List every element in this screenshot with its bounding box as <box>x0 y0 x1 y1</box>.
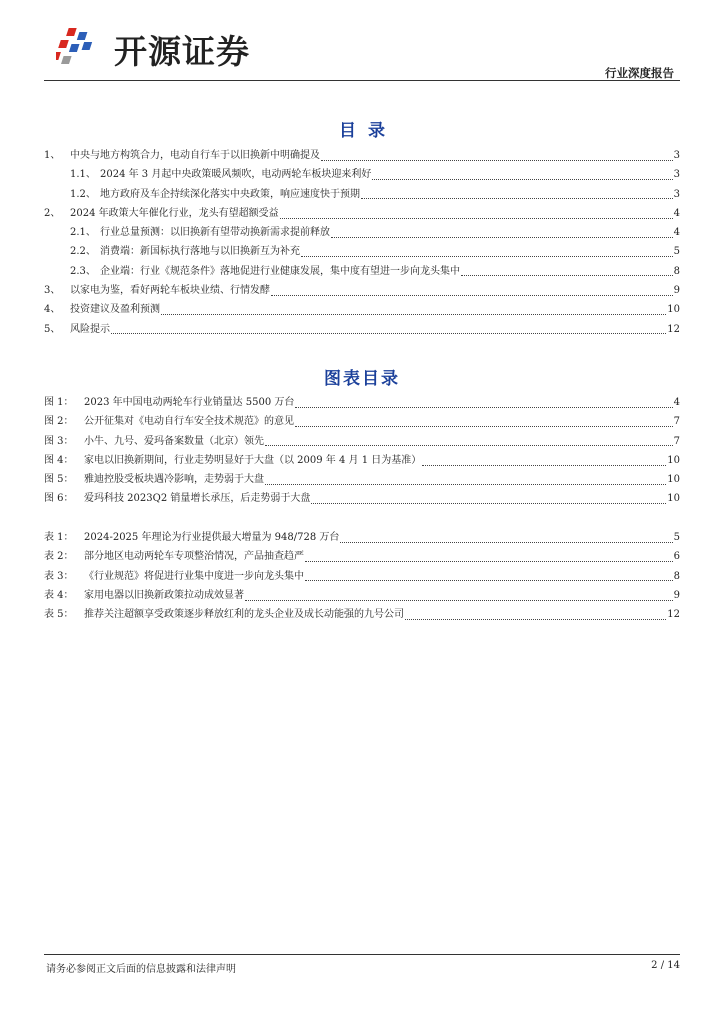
table-entry-page: 8 <box>673 570 680 582</box>
table-list <box>44 528 680 624</box>
kaiyuan-logo-icon <box>56 24 104 70</box>
toc-entry-title: 地方政府及车企持续深化落实中央政策，响应速度快于预期 <box>100 188 360 200</box>
toc-entry[interactable] <box>44 281 680 300</box>
leader-dots <box>321 149 673 161</box>
toc-entry-num: 4、 <box>44 304 61 316</box>
toc-entry-num: 2、 <box>44 207 61 219</box>
toc-entry-title: 行业总量预测：以旧换新有望带动换新需求提前释放 <box>100 227 330 239</box>
toc-entry-num: 1.1、 <box>70 169 96 181</box>
figure-list <box>44 393 680 509</box>
toc-entry-page: 12 <box>667 323 680 335</box>
toc-entry-title: 2024 年政策大年催化行业，龙头有望超额受益 <box>70 207 279 219</box>
table-entry[interactable] <box>44 547 680 566</box>
table-entry[interactable] <box>44 567 680 586</box>
leader-dots <box>301 245 673 257</box>
figure-entry[interactable] <box>44 489 680 508</box>
leader-dots <box>305 550 673 562</box>
toc-entry-num: 2.2、 <box>70 246 96 258</box>
toc-entry-page: 3 <box>673 188 680 200</box>
table-entry-page: 12 <box>667 609 680 621</box>
leader-dots <box>331 226 673 238</box>
toc-entry-title: 以家电为鉴，看好两轮车板块业绩、行情发酵 <box>70 285 270 297</box>
leader-dots <box>280 207 673 219</box>
leader-dots <box>265 434 673 446</box>
leader-dots <box>295 415 673 427</box>
leader-dots <box>340 531 672 543</box>
table-entry-page: 6 <box>673 551 680 563</box>
table-entry[interactable] <box>44 605 680 624</box>
table-entry-title: 推荐关注超额享受政策逐步释放红利的龙头企业及成长动能强的九号公司 <box>84 609 404 621</box>
leader-dots <box>295 396 672 408</box>
toc-entry[interactable] <box>44 146 680 165</box>
table-entry-num: 表 1： <box>44 532 74 543</box>
toc-entry[interactable] <box>44 262 680 281</box>
toc-entry-num: 1.2、 <box>70 188 96 200</box>
toc-entry-page: 9 <box>673 285 680 297</box>
figure-entry[interactable] <box>44 470 680 489</box>
toc-entry[interactable] <box>44 185 680 204</box>
table-entry[interactable] <box>44 528 680 547</box>
figure-entry-page: 4 <box>673 397 680 408</box>
figure-entry-page: 10 <box>667 474 680 486</box>
leader-dots <box>461 264 673 276</box>
toc-entry-page: 10 <box>667 304 680 316</box>
table-entry-title: 家用电器以旧换新政策拉动成效显著 <box>84 589 244 601</box>
toc-list <box>44 146 680 339</box>
toc-entry-num: 1、 <box>44 150 61 161</box>
report-type: 行业深度报告 <box>605 66 674 80</box>
toc-entry[interactable] <box>44 165 680 184</box>
toc-title: 目录 <box>339 121 397 141</box>
toc-entry-title: 中央与地方构筑合力，电动自行车于以旧换新中明确提及 <box>70 150 320 161</box>
figure-entry-num: 图 3： <box>44 435 74 447</box>
toc-entry-title: 投资建议及盈利预测 <box>70 304 160 316</box>
figure-entry-page: 10 <box>667 454 680 466</box>
leader-dots <box>405 608 666 620</box>
table-entry-num: 表 5： <box>44 609 74 621</box>
toc-entry-num: 2.3、 <box>70 265 96 277</box>
figures-title: 图表目录 <box>324 369 400 389</box>
table-entry[interactable] <box>44 586 680 605</box>
toc-entry-page: 4 <box>673 227 680 239</box>
page-number: 2 / 14 <box>651 960 680 971</box>
figure-entry[interactable] <box>44 393 680 412</box>
toc-entry-page: 3 <box>673 150 680 161</box>
footer-disclaimer: 请务必参阅正文后面的信息披露和法律声明 <box>46 964 236 975</box>
leader-dots <box>311 492 666 504</box>
toc-entry[interactable] <box>44 320 680 339</box>
figure-entry-title: 小牛、九号、爱玛备案数量（北京）领先 <box>84 435 264 447</box>
table-entry-title: 2024-2025 年理论为行业提供最大增量为 948/728 万台 <box>84 532 340 543</box>
table-entry-title: 部分地区电动两轮车专项整治情况，产品抽查趋严 <box>84 551 304 563</box>
figure-entry-page: 10 <box>667 493 680 505</box>
toc-entry-page: 4 <box>673 207 680 219</box>
toc-entry-page: 8 <box>673 265 680 277</box>
leader-dots <box>305 569 673 581</box>
figure-entry-title: 爱玛科技 2023Q2 销量增长承压，后走势弱于大盘 <box>84 493 311 505</box>
toc-entry-num: 5、 <box>44 323 61 335</box>
toc-entry-num: 2.1、 <box>70 227 96 239</box>
figure-entry-num: 图 5： <box>44 474 74 486</box>
leader-dots <box>245 589 673 601</box>
table-entry-page: 5 <box>673 532 680 543</box>
leader-dots <box>111 322 666 334</box>
toc-entry[interactable] <box>44 204 680 223</box>
page-header <box>44 16 680 80</box>
footer-divider <box>44 954 680 955</box>
leader-dots <box>265 473 666 485</box>
toc-entry[interactable] <box>44 300 680 319</box>
figure-entry-num: 图 4： <box>44 454 74 466</box>
table-entry-page: 9 <box>673 589 680 601</box>
figure-entry-title: 家电以旧换新期间，行业走势明显好于大盘（以 2009 年 4 月 1 日为基准） <box>84 454 422 466</box>
table-entry-title: 《行业规范》将促进行业集中度进一步向龙头集中 <box>84 570 304 582</box>
toc-entry-page: 3 <box>673 169 680 181</box>
leader-dots <box>161 303 666 315</box>
header-divider <box>44 80 680 81</box>
figure-entry-num: 图 1： <box>44 397 74 408</box>
figure-entry-title: 雅迪控股受板块遇冷影响，走势弱于大盘 <box>84 474 264 486</box>
toc-entry-title: 2024 年 3 月起中央政策暖风频吹，电动两轮车板块迎来利好 <box>100 169 372 181</box>
table-entry-num: 表 2： <box>44 551 74 563</box>
table-entry-num: 表 4： <box>44 589 74 601</box>
figure-entry-page: 7 <box>673 416 680 428</box>
toc-entry-title: 风险提示 <box>70 323 110 335</box>
leader-dots <box>422 454 666 466</box>
leader-dots <box>372 168 672 180</box>
figure-entry-title: 2023 年中国电动两轮车行业销量达 5500 万台 <box>84 397 295 408</box>
leader-dots <box>271 284 673 296</box>
toc-entry-page: 5 <box>673 246 680 258</box>
figure-entry[interactable] <box>44 451 680 470</box>
figure-entry-num: 图 2： <box>44 416 74 428</box>
figure-entry-title: 公开征集对《电动自行车安全技术规范》的意见 <box>84 416 294 428</box>
figure-entry-page: 7 <box>673 435 680 447</box>
figure-entry-num: 图 6： <box>44 493 74 505</box>
figure-entry[interactable] <box>44 432 680 451</box>
brand-name: 开源证券 <box>114 32 250 71</box>
toc-entry-title: 消费端：新国标执行落地与以旧换新互为补充 <box>100 246 300 258</box>
toc-entry[interactable] <box>44 242 680 261</box>
toc-entry-title: 企业端：行业《规范条件》落地促进行业健康发展，集中度有望进一步向龙头集中 <box>100 265 460 277</box>
toc-entry[interactable] <box>44 223 680 242</box>
figure-entry[interactable] <box>44 412 680 431</box>
leader-dots <box>361 187 673 199</box>
table-entry-num: 表 3： <box>44 570 74 582</box>
toc-entry-num: 3、 <box>44 285 61 297</box>
